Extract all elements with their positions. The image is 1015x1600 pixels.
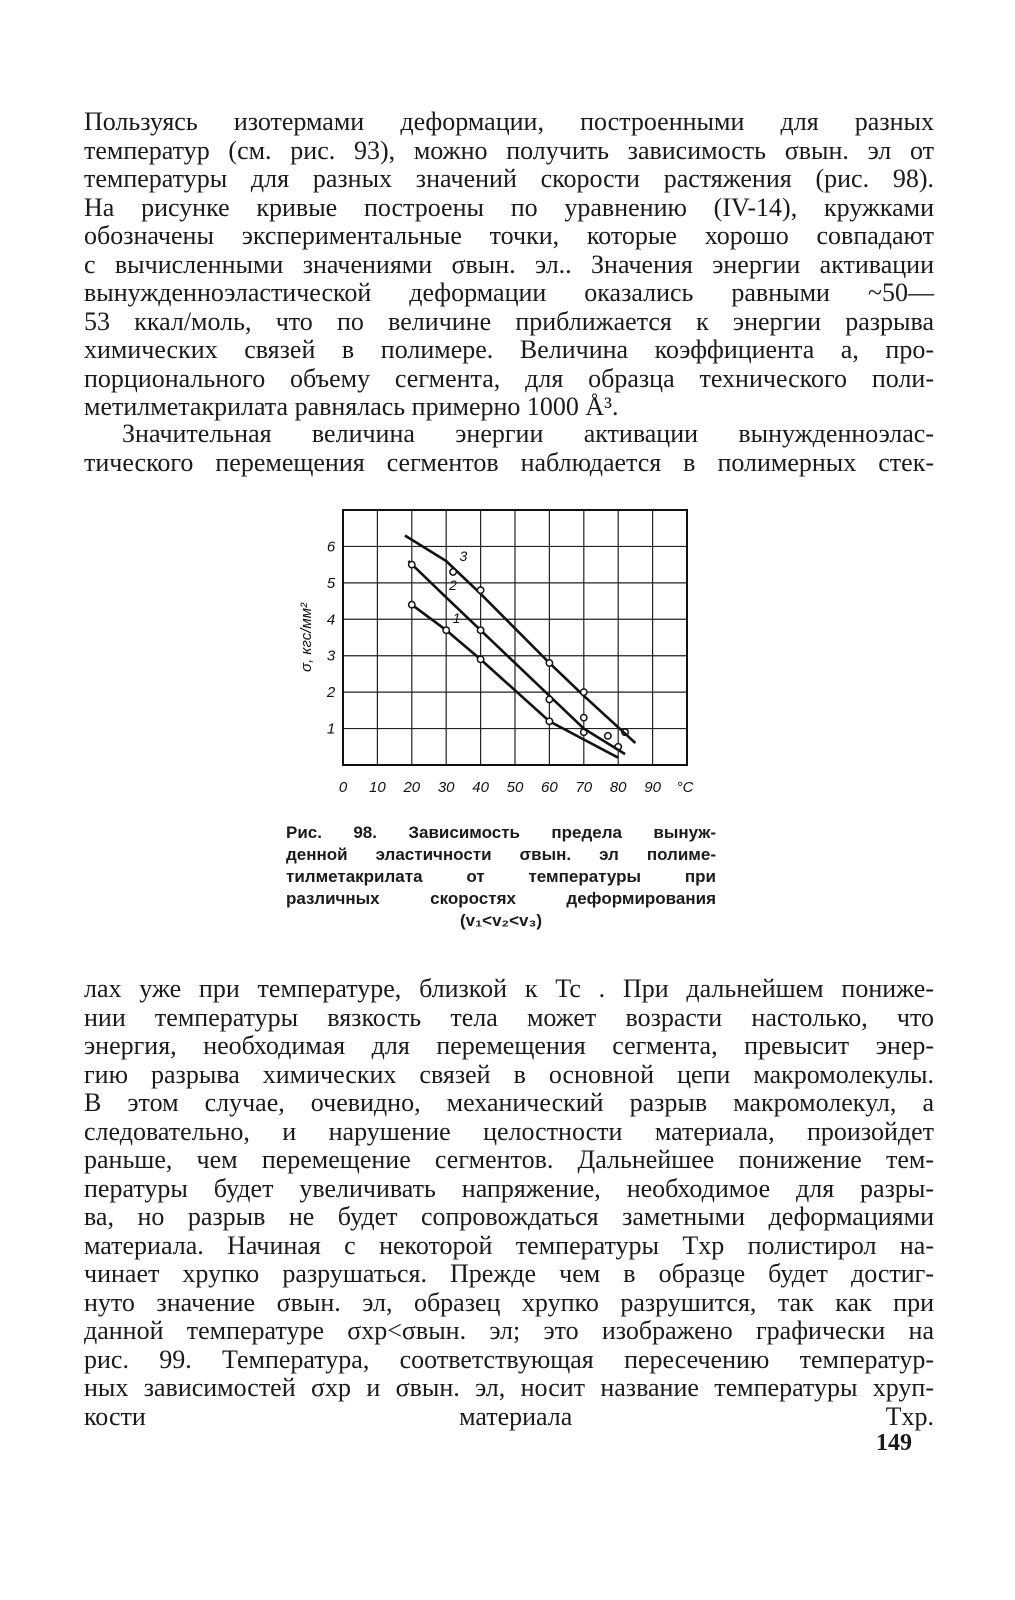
x-tick-label: 20 <box>403 779 421 796</box>
text-line: порционального объему сегмента, для образца технического поли- <box>84 363 934 393</box>
paragraph-3 <box>84 975 934 1431</box>
text-line: метилметакрилата равнялась примерно 1000 Å³. <box>84 392 619 421</box>
text-line: В этом случае, очевидно, механический разрыв макромолекул, а <box>84 1088 934 1117</box>
x-tick-label: 30 <box>437 779 455 796</box>
text-line: материала. Начиная с некоторой температуры Tхр полистирол на- <box>84 1230 934 1260</box>
text-line: чинает хрупко разрушаться. Прежде чем в образце будет достиг- <box>84 1259 934 1288</box>
paragraph-2 <box>84 420 934 477</box>
caption-line: Рис. 98. Зависимость предела вынуж- <box>286 823 716 842</box>
y-tick-label: 6 <box>326 538 336 556</box>
text-line: лах уже при температуре, близкой к Tc . При дальнейшем пониже- <box>84 974 934 1003</box>
text-line: ва, но разрыв не будет сопровождаться заметными деформациями <box>84 1202 934 1231</box>
y-tick-label: 4 <box>326 611 336 629</box>
x-tick-label: 0 <box>338 779 348 796</box>
series-line-3 <box>405 536 636 744</box>
data-point-2 <box>477 627 483 633</box>
text-line: следовательно, и нарушение целостности материала, произойдет <box>84 1116 934 1146</box>
x-tick-label: 50 <box>506 779 524 796</box>
data-point-3 <box>581 689 587 695</box>
data-point-2 <box>409 561 415 567</box>
text-line: температур (см. рис. 93), можно получить зависимость σвын. эл от <box>84 135 934 165</box>
x-tick-label: 90 <box>644 779 661 796</box>
data-point-3 <box>605 733 611 739</box>
series-line-2 <box>408 561 625 754</box>
caption-line: тилметакрилата от температуры при <box>286 867 716 886</box>
y-tick-label: 5 <box>326 574 336 592</box>
text-line: рис. 99. Температура, соответствующая пересечению температур- <box>84 1344 934 1374</box>
text-line: нуто значение σвын. эл, образец хрупко разрушится, так как при <box>84 1287 934 1317</box>
series-label-2: 2 <box>449 577 457 594</box>
text-line: нии температуры вязкость тела может возрасти настолько, что <box>84 1002 934 1032</box>
y-tick-label: 2 <box>326 684 336 702</box>
data-point-1 <box>546 718 552 724</box>
text-line: ных зависимостей σхр и σвын. эл, носит название температуры хруп- <box>84 1373 934 1402</box>
data-point-3 <box>546 660 552 666</box>
text-line: вынужденноэластической деформации оказались равными ~50— <box>84 278 934 307</box>
series-label-3: 3 <box>459 548 468 564</box>
text-line: На рисунке кривые построены по уравнению (IV-14), кружками <box>84 192 934 222</box>
text-line: тического перемещения сегментов наблюдается в полимерных стек- <box>84 447 934 477</box>
text-line: температуры для разных значений скорости растяжения (рис. 98). <box>84 164 934 193</box>
data-point-3 <box>477 587 483 593</box>
caption-line: (v₁<v₂<v₃) <box>460 911 542 930</box>
y-tick-label: 1 <box>326 720 336 738</box>
text-line: Значительная величина энергии активации вынужденноэлас- <box>122 419 934 448</box>
text-line: гию разрыва химических связей в основной цепи макромолекулы. <box>84 1059 934 1089</box>
text-line: Пользуясь изотермами деформации, построенными для разных <box>84 107 934 136</box>
text-line: энергия, необходимая для перемещения сегмента, превысит энер- <box>84 1031 934 1060</box>
text-line: 53 ккал/моль, что по величине приближается к энергии разрыва <box>84 306 934 336</box>
figure-98-chart <box>300 510 700 810</box>
x-tick-label: 70 <box>575 779 593 796</box>
caption-line: денной эластичности σвын. эл полиме- <box>286 845 716 864</box>
figure-caption <box>286 822 716 932</box>
text-line: раньше, чем перемещение сегментов. Дальнейшее понижение тем- <box>84 1145 934 1174</box>
text-line: пературы будет увеличивать напряжение, необходимое для разры- <box>84 1173 934 1203</box>
x-tick-label: 40 <box>472 779 489 796</box>
data-point-2 <box>546 696 552 702</box>
data-point-1 <box>443 627 449 633</box>
text-line: с вычисленными значениями σвын. эл.. Значения энергии активации <box>84 249 934 279</box>
y-tick-label: 3 <box>326 647 336 665</box>
data-point-3 <box>450 569 456 575</box>
text-line: данной температуре σхр<σвын. эл; это изображено графически на <box>84 1316 934 1345</box>
series-label-1: 1 <box>452 609 461 626</box>
x-tick-label: 10 <box>369 779 386 796</box>
caption-line: различных скоростях деформирования <box>286 889 716 908</box>
x-unit-label: °C <box>676 779 694 796</box>
text-line: кости материала Tхр. <box>84 1401 934 1431</box>
y-axis-label: σ, кгс/мм² <box>298 603 315 672</box>
x-tick-label: 80 <box>609 779 627 796</box>
data-point-1 <box>409 602 415 608</box>
text-line: обозначены экспериментальные точки, которые хорошо совпадают <box>84 221 934 250</box>
paragraph-1 <box>84 108 934 422</box>
x-tick-label: 60 <box>541 779 558 796</box>
data-point-2 <box>581 714 587 720</box>
page-number: 149 <box>876 1430 912 1456</box>
text-line: химических связей в полимере. Величина коэффициента a, про- <box>84 335 934 364</box>
data-point-1 <box>477 656 483 662</box>
